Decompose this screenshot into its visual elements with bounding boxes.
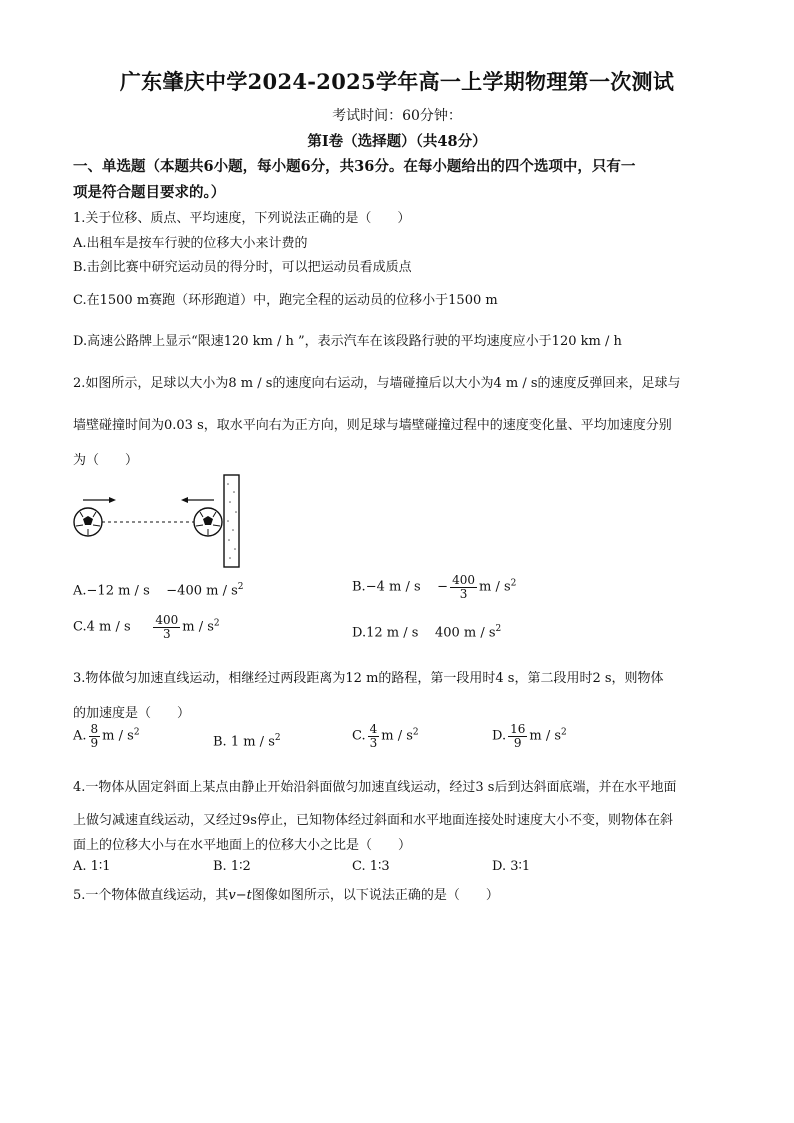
section-heading-line2: 项是符合题目要求的。） [73, 184, 226, 201]
q1-option-b: B.击剑比赛中研究运动员的得分时，可以把运动员看成质点 [73, 260, 412, 275]
q4-option-b: B. 1∶2 [213, 859, 251, 874]
q4-option-a: A. 1∶1 [73, 859, 111, 874]
q1-option-d: D.高速公路牌上显示“限速120 km / h ”，表示汽车在该段路行驶的平均速度应小于120 km / h [73, 334, 622, 349]
ball-wall-figure [70, 472, 250, 570]
q3-option-a: A. $\frac{8}{9}$ m / $s^2$ [73, 722, 140, 750]
q2-stem-line2: 墙壁碰撞时间为0.03 s，取水平向右为正方向，则足球与墙壁碰撞过程中的速度变化量、平均加速度分别 [73, 418, 672, 433]
q5-stem: 5.一个物体做直线运动，其v−t图像如图所示，以下说法正确的是（ ） [73, 888, 499, 903]
q3-stem-line1: 3.物体做匀加速直线运动，相继经过两段距离为12 m的路程，第一段用时4 s，第二段用时2 s，则物体 [73, 671, 664, 686]
part-title: 第Ⅰ卷（选择题）（共48分） [307, 133, 487, 150]
soccer-ball-icon [74, 508, 102, 536]
q2-option-a: A.−12 m / s −400 m / $s^2$ [73, 582, 244, 599]
section-heading-line1: 一、单选题（本题共6小题，每小题6分，共36分。在每小题给出的四个选项中，只有一 [73, 158, 636, 175]
q4-stem-line3: 面上的位移大小与在水平地面上的位移大小之比是（ ） [73, 838, 412, 853]
q1-stem: 1.关于位移、质点、平均速度，下列说法正确的是（ ） [73, 211, 411, 226]
wall-icon [224, 475, 239, 567]
q1-option-c: C.在1500 m赛跑（环形跑道）中，跑完全程的运动员的位移小于1500 m [73, 293, 498, 308]
q4-stem-line2: 上做匀减速直线运动，又经过9s停止，已知物体经过斜面和水平地面连接处时速度大小不变，则物体在斜 [73, 813, 673, 828]
exam-title: 广东肇庆中学2024-2025学年高一上学期物理第一次测试 [119, 69, 675, 94]
exam-time: 考试时间：60分钟： [332, 108, 462, 124]
q3-option-c: C. $\frac{4}{3}$ m / $s^2$ [352, 722, 419, 750]
q3-option-d: D. $\frac{16}{9}$ m / $s^2$ [492, 722, 567, 750]
q4-option-c: C. 1∶3 [352, 859, 390, 874]
q2-option-c: C.4 m / s $\frac{400}{3}$ m / $s^2$ [73, 613, 220, 641]
q1-option-a: A.出租车是按车行驶的位移大小来计费的 [73, 236, 308, 251]
q3-option-b: B. 1 m / $s^2$ [213, 733, 281, 750]
q3-stem-line2: 的加速度是（ ） [73, 706, 191, 721]
q2-stem-line1: 2.如图所示，足球以大小为8 m / s的速度向右运动，与墙碰撞后以大小为4 m / s的速度反弹回来，足球与 [73, 376, 681, 391]
q4-option-d: D. 3∶1 [492, 859, 531, 874]
q2-option-d: D.12 m / s 400 m / $s^2$ [352, 624, 502, 641]
soccer-ball-icon [194, 508, 222, 536]
q2-option-b: B.−4 m / s − $\frac{400}{3}$ m / $s^2$ [352, 573, 517, 601]
q2-stem-line3: 为（ ） [73, 453, 139, 468]
q4-stem-line1: 4.一物体从固定斜面上某点由静止开始沿斜面做匀加速直线运动，经过3 s后到达斜面底端，并在水平地面 [73, 780, 677, 795]
